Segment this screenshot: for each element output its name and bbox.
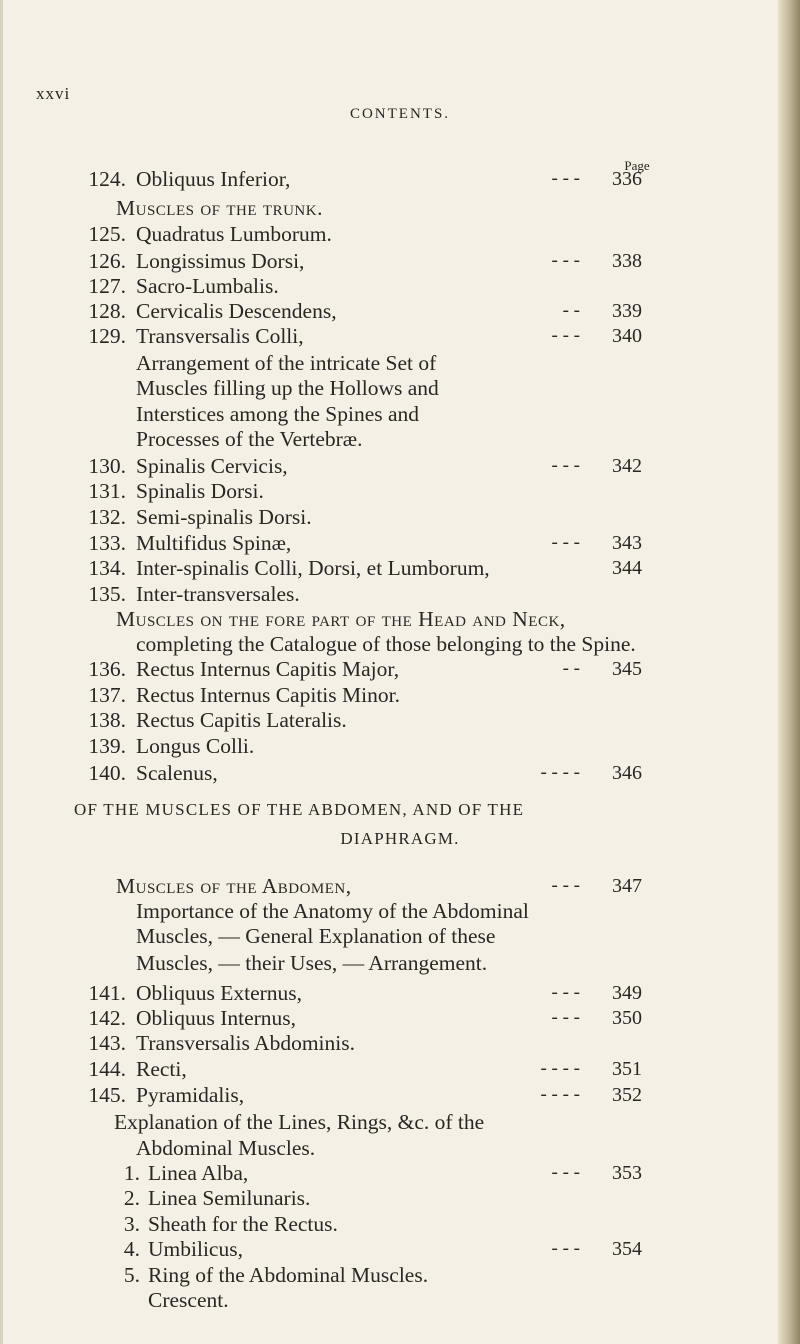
entry-subtext: Explanation of the Lines, Rings, &c. of the xyxy=(114,1110,485,1134)
entry-title: Linea Alba, xyxy=(148,1161,249,1185)
leader-dashes: - - - - xyxy=(540,762,580,783)
page-number: 343 xyxy=(612,532,642,554)
entry-title: Longissimus Dorsi, xyxy=(136,249,305,273)
leader-dashes: - - - xyxy=(551,1162,580,1183)
entry-number: 143. xyxy=(88,1031,126,1055)
entry-subtext: Muscles, — General Explanation of these xyxy=(136,924,496,948)
entry-number: 132. xyxy=(88,505,126,529)
entry-title: Rectus Internus Capitis Minor. xyxy=(136,683,400,707)
page-number: 345 xyxy=(612,658,642,680)
entry-title: Obliquus Inferior, xyxy=(136,167,291,191)
entry-subtext: Processes of the Vertebræ. xyxy=(136,427,363,451)
leader-dashes: - - - xyxy=(551,982,580,1003)
entry-title: Transversalis Colli, xyxy=(136,324,304,348)
entry-title: Spinalis Cervicis, xyxy=(136,454,288,478)
page-edge-left xyxy=(0,0,3,1344)
page-edge-right xyxy=(778,0,800,1344)
entry-number: 144. xyxy=(88,1057,126,1081)
leader-dashes: - - xyxy=(562,300,580,321)
entry-number: 139. xyxy=(88,734,126,758)
entry-number: 128. xyxy=(88,299,126,323)
entry-number: 129. xyxy=(88,324,126,348)
leader-dashes: - - xyxy=(562,658,580,679)
entry-title: Pyramidalis, xyxy=(136,1083,245,1107)
page-number: 350 xyxy=(612,1007,642,1029)
leader-dashes: - - - xyxy=(551,325,580,346)
entry-number: 135. xyxy=(88,582,126,606)
entry-title: Inter-transversales. xyxy=(136,582,300,606)
page-numeral: xxvi xyxy=(36,84,71,103)
entry-title: Scalenus, xyxy=(136,761,218,785)
chapter-heading: OF THE MUSCLES OF THE ABDOMEN, AND OF THE xyxy=(74,800,525,819)
page-number: 351 xyxy=(612,1058,642,1080)
entry-title: Sheath for the Rectus. xyxy=(148,1212,338,1236)
page-number: 346 xyxy=(612,762,642,784)
section-heading: Muscles of the Abdomen, xyxy=(116,874,352,898)
entry-title: Obliquus Internus, xyxy=(136,1006,297,1030)
entry-title: Cervicalis Descendens, xyxy=(136,299,337,323)
entry-number: 145. xyxy=(88,1083,126,1107)
entry-number: 1. xyxy=(123,1161,140,1185)
entry-number: 130. xyxy=(88,454,126,478)
entry-number: 3. xyxy=(123,1212,140,1236)
entry-title: Sacro-Lumbalis. xyxy=(136,274,279,298)
leader-dashes: - - - - xyxy=(540,1084,580,1105)
entry-subtext: Arrangement of the intricate Set of xyxy=(136,351,437,375)
entry-title: Rectus Capitis Lateralis. xyxy=(136,708,347,732)
entry-number: 137. xyxy=(88,683,126,707)
entry-title: Ring of the Abdominal Muscles. xyxy=(148,1263,429,1287)
page-number: 353 xyxy=(612,1162,642,1184)
entry-title: Linea Semilunaris. xyxy=(148,1186,311,1210)
leader-dashes: - - - xyxy=(551,168,580,189)
leader-dashes: - - - xyxy=(551,455,580,476)
entry-number: 140. xyxy=(88,761,126,785)
entry-number: 125. xyxy=(88,222,126,246)
heading-continuation: completing the Catalogue of those belonging to the Spine. xyxy=(136,632,636,656)
entry-subtext: Interstices among the Spines and xyxy=(136,402,420,426)
entry-number: 133. xyxy=(88,531,126,555)
page-number: 344 xyxy=(612,557,642,579)
entry-number: 134. xyxy=(88,556,126,580)
page-number: 342 xyxy=(612,455,642,477)
page-number: 340 xyxy=(612,325,642,347)
leader-dashes: - - - - xyxy=(540,1058,580,1079)
section-heading: Muscles of the trunk. xyxy=(116,196,323,220)
entry-title: Transversalis Abdominis. xyxy=(136,1031,355,1055)
leader-dashes: - - - xyxy=(551,1007,580,1028)
entry-subtext: Muscles, — their Uses, — Arrangement. xyxy=(136,951,488,975)
entry-title: Rectus Internus Capitis Major, xyxy=(136,657,400,681)
entry-title: Multifidus Spinæ, xyxy=(136,531,292,555)
entry-subtext: Importance of the Anatomy of the Abdominal xyxy=(136,899,529,923)
page-title: CONTENTS. xyxy=(349,106,451,122)
entry-number: 142. xyxy=(88,1006,126,1030)
leader-dashes: - - - xyxy=(551,1238,580,1259)
page-number: 349 xyxy=(612,982,642,1004)
entry-number: 124. xyxy=(88,167,126,191)
entry-title: Quadratus Lumborum. xyxy=(136,222,332,246)
page-number: 339 xyxy=(612,300,642,322)
entry-number: 126. xyxy=(88,249,126,273)
chapter-heading: DIAPHRAGM. xyxy=(340,829,460,848)
entry-number: 4. xyxy=(123,1237,140,1261)
leader-dashes: - - - xyxy=(551,875,580,896)
entry-number: 2. xyxy=(123,1186,140,1210)
leader-dashes: - - - xyxy=(551,532,580,553)
entry-number: 138. xyxy=(88,708,126,732)
page-column-label: Page xyxy=(624,158,650,173)
entry-number: 131. xyxy=(88,479,126,503)
entry-subtext: Crescent. xyxy=(148,1288,229,1312)
entry-title: Longus Colli. xyxy=(136,734,255,758)
entry-title: Recti, xyxy=(136,1057,187,1081)
entry-title: Semi-spinalis Dorsi. xyxy=(136,505,312,529)
entry-title: Umbilicus, xyxy=(148,1237,243,1261)
entry-subtext: Abdominal Muscles. xyxy=(136,1136,316,1160)
page-number: 347 xyxy=(612,875,642,897)
entry-title: Spinalis Dorsi. xyxy=(136,479,264,503)
entry-number: 141. xyxy=(88,981,126,1005)
page-number: 338 xyxy=(612,250,642,272)
page-number: 336 xyxy=(612,168,642,190)
entry-title: Obliquus Externus, xyxy=(136,981,303,1005)
entry-number: 5. xyxy=(123,1263,140,1287)
page-number: 354 xyxy=(612,1238,642,1260)
section-heading: Muscles on the fore part of the Head and Neck, xyxy=(116,607,566,631)
entry-subtext: Muscles filling up the Hollows and xyxy=(136,376,439,400)
leader-dashes: - - - xyxy=(551,250,580,271)
page-number: 352 xyxy=(612,1084,642,1106)
entry-number: 127. xyxy=(88,274,126,298)
entry-title: Inter-spinalis Colli, Dorsi, et Lumborum, xyxy=(136,556,490,580)
entry-number: 136. xyxy=(88,657,126,681)
